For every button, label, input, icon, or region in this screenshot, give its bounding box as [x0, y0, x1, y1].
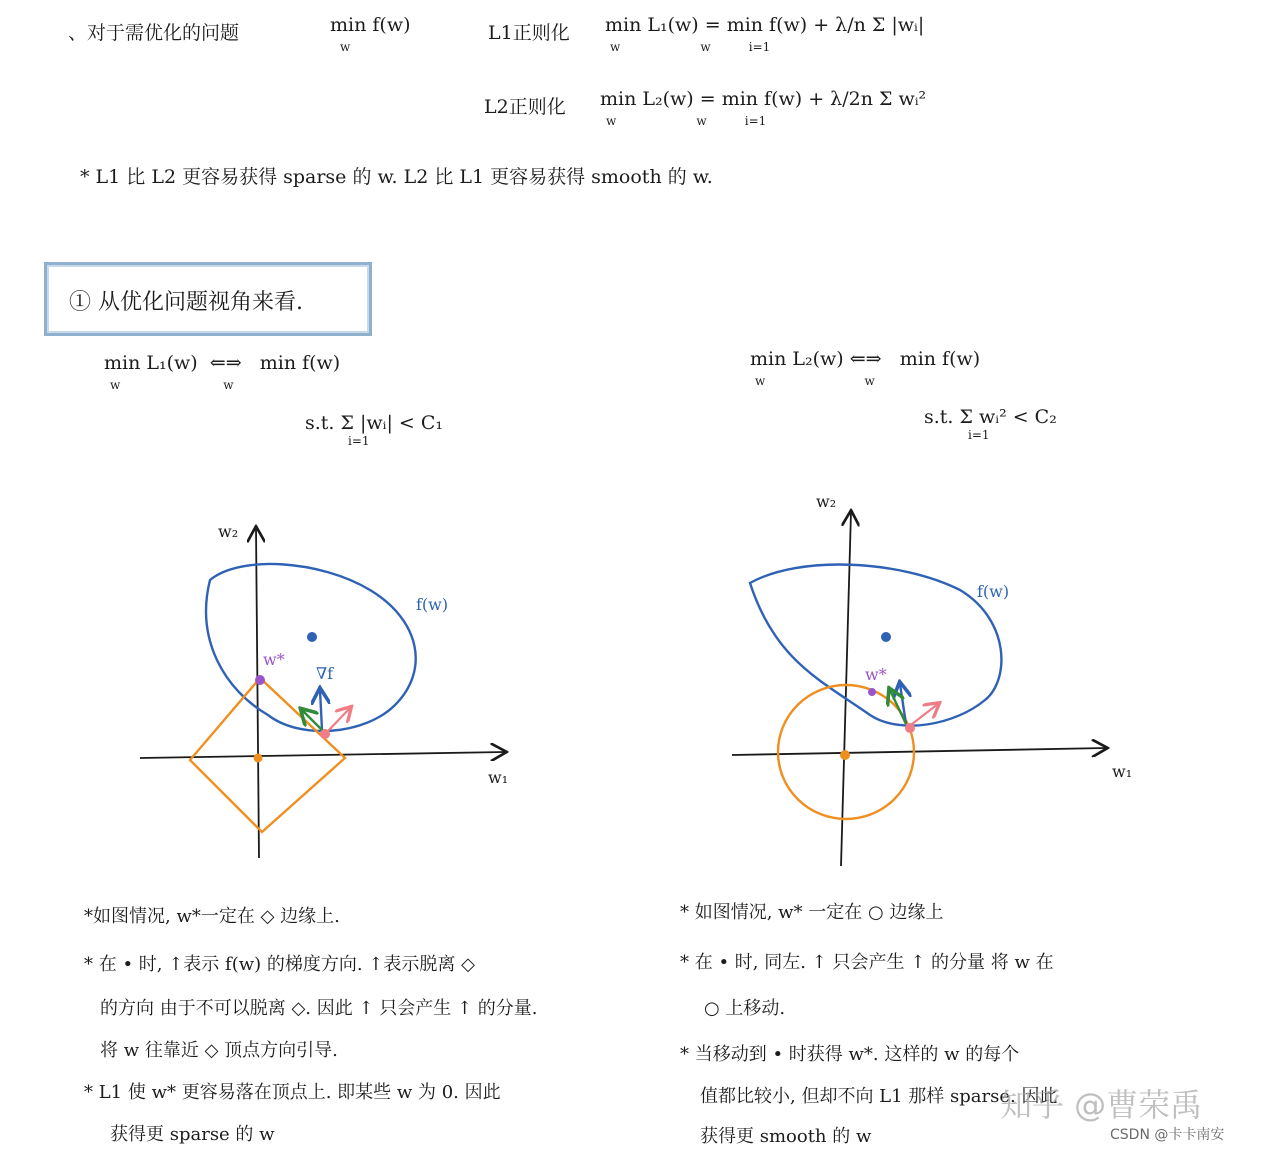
left-diagram [140, 528, 505, 858]
l2-label: L2正则化 [484, 96, 566, 118]
right-constraint-subscript: i=1 [968, 428, 990, 442]
left-note-2: * 在 • 时, ↑表示 f(w) 的梯度方向. ↑表示脱离 ◇ [84, 954, 475, 975]
right-note-4: * 当移动到 • 时获得 w*. 这样的 w 的每个 [680, 1044, 1020, 1065]
left-note-1: *如图情况, w*一定在 ◇ 边缘上. [84, 906, 340, 927]
right-diagram [732, 512, 1106, 866]
left-y-axis [256, 528, 259, 858]
left-origin [254, 754, 263, 763]
left-wstar-label: w* [263, 650, 285, 669]
csdn-watermark: CSDN @卡卡南安 [1110, 1127, 1225, 1143]
right-note-3: ○ 上移动. [704, 998, 786, 1019]
right-x-axis [732, 748, 1106, 755]
right-equivalence-subscript: w w [755, 374, 875, 388]
right-wstar-point [868, 688, 876, 696]
l1-subscript: w w i=1 [610, 40, 771, 54]
right-note-2: * 在 • 时, 同左. ↑ 只会产生 ↑ 的分量 将 w 在 [680, 952, 1054, 973]
right-note-6: 获得更 smooth 的 w [700, 1126, 872, 1147]
left-f-label: f(w) [416, 595, 449, 614]
right-wstar-label: w* [865, 665, 887, 684]
right-f-label: f(w) [977, 582, 1010, 601]
left-equivalence-subscript: w w [110, 378, 234, 392]
right-f-minimum [881, 632, 891, 642]
section-title: ① 从优化问题视角来看. [69, 290, 303, 315]
left-constraint-subscript: i=1 [348, 434, 370, 448]
left-axis-x-label: w₁ [488, 768, 509, 787]
left-grad-label: ∇f [316, 664, 334, 683]
left-note-5: * L1 使 w* 更容易落在顶点上. 即某些 w 为 0. 因此 [84, 1082, 501, 1103]
zhihu-watermark: 知乎 @曹荣禹 [1000, 1086, 1203, 1124]
left-note-3: 的方向 由于不可以脱离 ◇. 因此 ↑ 只会产生 ↑ 的分量. [100, 998, 538, 1019]
right-axis-x-label: w₁ [1112, 762, 1133, 781]
left-grad-arrow [320, 690, 322, 730]
left-wstar-point [255, 675, 265, 685]
right-f-contour [750, 565, 1001, 726]
summary-text: * L1 比 L2 更容易获得 sparse 的 w. L2 比 L1 更容易获得 smooth 的 w. [80, 166, 713, 188]
left-note-6: 获得更 sparse 的 w [110, 1124, 275, 1145]
problem-subscript: w [340, 40, 351, 54]
l2-subscript: w w i=1 [606, 114, 767, 128]
right-tangent-point [905, 723, 915, 733]
right-constraint: s.t. Σ wᵢ² < C₂ [924, 406, 1057, 428]
right-note-1: * 如图情况, w* 一定在 ○ 边缘上 [680, 902, 944, 923]
intro-text: 、对于需优化的问题 [68, 22, 240, 44]
left-note-4: 将 w 往靠近 ◇ 顶点方向引导. [100, 1040, 338, 1061]
left-f-minimum [307, 632, 317, 642]
l1-label: L1正则化 [488, 22, 570, 44]
left-constraint: s.t. Σ |wᵢ| < C₁ [305, 412, 444, 434]
l1-equation: min L₁(w) = min f(w) + λ/n Σ |wᵢ| [605, 14, 925, 36]
right-escape-arrow [912, 704, 938, 724]
left-axis-y-label: w₂ [218, 522, 239, 541]
right-equivalence: min L₂(w) ⇐⇒ min f(w) [750, 348, 981, 370]
left-equivalence: min L₁(w) ⇐⇒ min f(w) [104, 352, 341, 374]
l2-equation: min L₂(w) = min f(w) + λ/2n Σ wᵢ² [600, 88, 927, 110]
right-note-5: 值都比较小, 但却不向 L1 那样 sparse. 因此 [700, 1086, 1058, 1107]
right-axis-y-label: w₂ [816, 492, 837, 511]
right-origin [840, 750, 850, 760]
problem-formula: min f(w) [330, 14, 411, 36]
